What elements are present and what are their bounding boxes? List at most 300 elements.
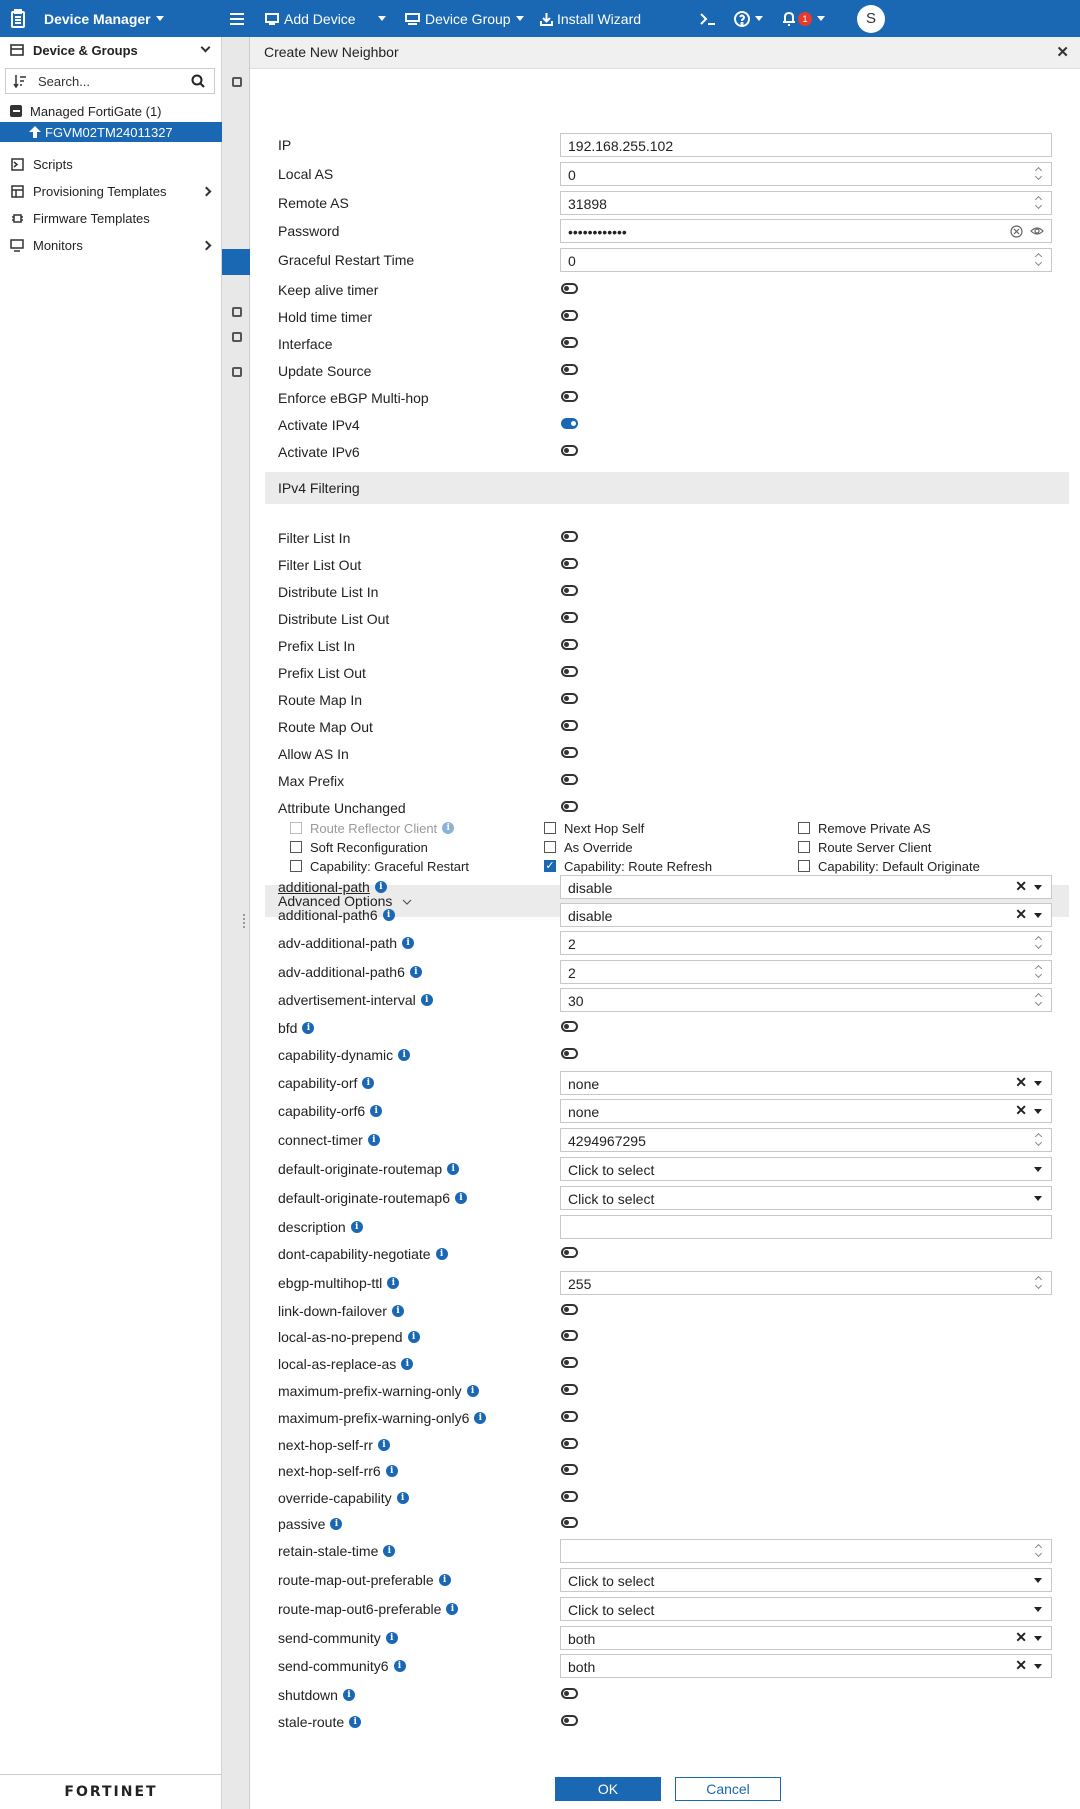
add-device-button[interactable] [265, 0, 356, 37]
toggle-row-route-map-out [278, 715, 1048, 739]
field-label [278, 1516, 342, 1532]
toggle-row-activate-ipv4 [278, 413, 1048, 437]
toggle-label: Filter List In [278, 530, 351, 546]
fortinet-logo: FORTINET [0, 1774, 222, 1808]
capability-orf6-select[interactable] [560, 1099, 1052, 1123]
select-value: none [568, 1076, 600, 1092]
toggle-label: Attribute Unchanged [278, 800, 406, 816]
collapse-icon[interactable] [10, 105, 22, 117]
field-label [278, 907, 395, 923]
field-label-text: route-map-out-preferable [278, 1572, 434, 1588]
next-hop-self-rr-toggle[interactable] [561, 1438, 578, 1449]
hamburger-menu-icon[interactable] [230, 0, 244, 37]
advanced-field-local-as-replace-as [278, 1352, 1048, 1376]
field-label-text: additional-path [278, 879, 370, 895]
clear-icon[interactable]: ✕ [1015, 1074, 1027, 1090]
sidebar-item-monitors[interactable] [0, 232, 222, 258]
select-value: both [568, 1631, 596, 1647]
field-label [278, 1190, 467, 1206]
send-community-select[interactable] [560, 1626, 1052, 1650]
device-icon [265, 13, 279, 25]
send-community6-select[interactable] [560, 1654, 1052, 1678]
description-input[interactable] [560, 1215, 1052, 1239]
info-icon[interactable]: i [394, 1660, 406, 1672]
chevron-down-icon [378, 16, 386, 21]
select-value: Click to select [568, 1602, 655, 1618]
select-value: Click to select [568, 1573, 655, 1589]
checkbox-route-reflector-client [290, 819, 454, 837]
field-label [278, 1303, 404, 1319]
spinner-icon[interactable] [1034, 937, 1044, 949]
select-value: none [568, 1104, 600, 1120]
advanced-field-default-originate-routemap [278, 1157, 1048, 1181]
adv-additional-path-input[interactable] [560, 931, 1052, 955]
info-icon[interactable]: i [436, 1248, 448, 1260]
field-label-text: description [278, 1219, 346, 1235]
field-label-text: send-community6 [278, 1658, 389, 1674]
info-icon[interactable]: i [302, 1022, 314, 1034]
info-icon[interactable]: i [408, 1331, 420, 1343]
script-icon [10, 157, 24, 171]
info-icon: i [442, 822, 454, 834]
activate-ipv6-toggle[interactable] [561, 445, 578, 456]
checkbox-box[interactable]: ✓ [545, 860, 555, 872]
toggle-label: Allow AS In [278, 746, 349, 762]
sidebar-header-label: Device & Groups [33, 42, 138, 58]
field-label: IP [278, 137, 292, 153]
route-map-in-toggle[interactable] [561, 693, 578, 704]
info-icon[interactable]: i [362, 1077, 374, 1089]
connect-timer-input[interactable] [560, 1128, 1052, 1152]
link-down-failover-toggle[interactable] [561, 1304, 578, 1315]
hold-time-timer-toggle[interactable] [561, 310, 578, 321]
advanced-field-link-down-failover [278, 1299, 1048, 1323]
checkbox-label: Capability: Default Originate [818, 858, 980, 874]
arrow-up-icon [29, 126, 41, 138]
toggle-row-allow-as-in [278, 742, 1048, 766]
checkbox-box[interactable] [290, 841, 302, 853]
ip-input[interactable]: 192.168.255.102 [560, 133, 1052, 157]
checkbox-box[interactable] [544, 841, 556, 853]
clear-icon[interactable]: ✕ [1015, 878, 1027, 894]
passive-toggle[interactable] [561, 1517, 578, 1528]
field-local-as [278, 162, 1048, 186]
default-originate-routemap6-select[interactable] [560, 1186, 1052, 1210]
background-icon [232, 367, 242, 377]
help-icon [734, 11, 750, 27]
device-group-icon [405, 13, 420, 25]
info-icon[interactable]: i [386, 1465, 398, 1477]
toggle-label: Keep alive timer [278, 282, 379, 298]
device-group-button[interactable] [405, 0, 524, 37]
select-value: disable [568, 908, 613, 924]
activate-ipv4-toggle[interactable] [561, 418, 578, 429]
sort-icon[interactable] [13, 74, 27, 88]
graceful-restart-value: 0 [568, 253, 576, 269]
additional-path-select[interactable] [560, 875, 1052, 899]
sidebar-item-label: Firmware Templates [33, 210, 150, 226]
info-icon[interactable]: i [378, 1439, 390, 1451]
graceful-restart-time-input[interactable] [560, 248, 1052, 272]
dropdown-arrow-icon[interactable] [1034, 1167, 1042, 1172]
sidebar-search[interactable] [5, 68, 215, 94]
advanced-field-local-as-no-prepend [278, 1325, 1048, 1349]
field-label [278, 1490, 409, 1506]
advanced-field-bfd [278, 1016, 1048, 1040]
advanced-field-additional-path6 [278, 903, 1048, 927]
capability-orf-select[interactable] [560, 1071, 1052, 1095]
checkbox-label: Route Reflector Client [310, 820, 438, 836]
update-source-toggle[interactable] [561, 364, 578, 375]
filter-list-in-toggle[interactable] [561, 531, 578, 542]
toggle-row-filter-list-out [278, 553, 1048, 577]
field-label [278, 1630, 398, 1646]
chevron-down-icon [516, 16, 524, 21]
select-value: disable [568, 880, 613, 896]
dropdown-arrow-icon[interactable] [1034, 885, 1042, 890]
field-label-text: stale-route [278, 1714, 345, 1730]
info-icon[interactable]: i [446, 1603, 458, 1615]
route-map-out6-preferable-select[interactable] [560, 1597, 1052, 1621]
field-label-text: adv-additional-path6 [278, 964, 405, 980]
clipboard-icon[interactable] [10, 0, 26, 37]
enforce-ebgp-multi-hop-toggle[interactable] [561, 391, 578, 402]
toggle-label: Hold time timer [278, 309, 373, 325]
field-label [278, 1687, 355, 1703]
toggle-row-keep-alive-timer [278, 278, 1048, 302]
dropdown-arrow-icon[interactable] [1034, 1196, 1042, 1201]
field-label [278, 1132, 380, 1148]
adv-additional-path6-input[interactable] [560, 960, 1052, 984]
checkbox-box[interactable] [798, 860, 810, 872]
checkbox-soft-reconfiguration[interactable] [290, 838, 428, 856]
field-label-text: send-community [278, 1630, 381, 1646]
advanced-field-default-originate-routemap6 [278, 1186, 1048, 1210]
route-map-out-toggle[interactable] [561, 720, 578, 731]
notifications-button[interactable] [782, 0, 825, 37]
local-as-replace-as-toggle[interactable] [561, 1357, 578, 1368]
device-group-label: Device Group [425, 10, 511, 27]
field-label [278, 1601, 458, 1617]
toggle-row-max-prefix [278, 769, 1048, 793]
route-map-out-preferable-select[interactable] [560, 1568, 1052, 1592]
info-icon[interactable]: i [383, 1545, 395, 1557]
cli-console-icon[interactable] [700, 0, 716, 37]
field-label [278, 1658, 406, 1674]
dropdown-arrow-icon[interactable] [1034, 1636, 1042, 1641]
field-label [278, 879, 387, 895]
add-device-label: Add Device [284, 10, 356, 27]
field-label-text: maximum-prefix-warning-only6 [278, 1410, 470, 1426]
dropdown-arrow-icon[interactable] [1034, 913, 1042, 918]
user-avatar[interactable] [857, 0, 885, 37]
sidebar-item-scripts[interactable] [0, 151, 222, 177]
advanced-field-connect-timer [278, 1128, 1048, 1152]
info-icon[interactable]: i [401, 1358, 413, 1370]
checkbox-capability-default-originate[interactable] [798, 857, 980, 875]
advertisement-interval-input[interactable] [560, 988, 1052, 1012]
sidebar-item-firmware-templates[interactable] [0, 205, 222, 231]
checkbox-label: Remove Private AS [818, 820, 931, 836]
info-icon[interactable]: i [392, 1305, 404, 1317]
field-label [278, 1463, 398, 1479]
field-label-text: capability-orf [278, 1075, 358, 1091]
info-icon[interactable]: i [383, 909, 395, 921]
checkbox-label: As Override [564, 839, 633, 855]
advanced-field-route-map-out6-preferable [278, 1597, 1048, 1621]
field-label [278, 964, 422, 980]
chevron-down-icon [201, 43, 211, 53]
checkbox-label: Capability: Route Refresh [564, 858, 713, 874]
distribute-list-in-toggle[interactable] [561, 585, 578, 596]
dropdown-arrow-icon[interactable] [1034, 1081, 1042, 1086]
avatar-initial: S [857, 5, 885, 33]
field-label [278, 1356, 413, 1372]
override-capability-toggle[interactable] [561, 1491, 578, 1502]
next-hop-self-rr6-toggle[interactable] [561, 1464, 578, 1475]
input-value: 255 [568, 1276, 592, 1292]
install-wizard-label: Install Wizard [557, 10, 642, 27]
default-originate-routemap-select[interactable] [560, 1157, 1052, 1181]
checkbox-capability-graceful-restart[interactable] [290, 857, 469, 875]
field-label [278, 1075, 374, 1091]
resize-handle[interactable] [243, 914, 247, 928]
info-icon[interactable]: i [375, 881, 387, 893]
dialog-body[interactable] [250, 69, 1080, 1799]
tree-item-device[interactable] [0, 122, 222, 142]
field-label-text: next-hop-self-rr [278, 1437, 373, 1453]
remote-as-input[interactable] [560, 191, 1052, 215]
checkbox-box [290, 822, 302, 834]
info-icon[interactable]: i [402, 937, 414, 949]
local-as-value: 0 [568, 167, 576, 183]
toggle-row-route-map-in [278, 688, 1048, 712]
info-icon[interactable]: i [467, 1385, 479, 1397]
field-label-text: bfd [278, 1020, 298, 1036]
field-label-text: link-down-failover [278, 1303, 387, 1319]
checkbox-label: Capability: Graceful Restart [310, 858, 469, 874]
attribute-unchanged-toggle[interactable] [561, 801, 578, 812]
dropdown-arrow-icon[interactable] [1034, 1607, 1042, 1612]
bfd-toggle[interactable] [561, 1021, 578, 1032]
allow-as-in-toggle[interactable] [561, 747, 578, 758]
spinner-icon[interactable] [1034, 1545, 1044, 1557]
field-label-text: capability-dynamic [278, 1047, 394, 1063]
field-label [278, 1714, 361, 1730]
password-input[interactable] [560, 219, 1052, 243]
stale-route-toggle[interactable] [561, 1715, 578, 1726]
info-icon[interactable]: i [398, 1049, 410, 1061]
help-button[interactable] [734, 0, 763, 37]
filter-list-out-toggle[interactable] [561, 558, 578, 569]
checkbox-as-override[interactable] [544, 838, 633, 856]
distribute-list-out-toggle[interactable] [561, 612, 578, 623]
info-icon[interactable]: i [410, 966, 422, 978]
spinner-icon[interactable] [1034, 1134, 1044, 1146]
notification-badge: 1 [798, 12, 812, 26]
spinner-icon[interactable] [1034, 168, 1044, 180]
search-input[interactable]: Search... [38, 74, 91, 89]
tree-item-device-label: FGVM02TM24011327 [45, 124, 173, 140]
dont-capability-negotiate-toggle[interactable] [561, 1247, 578, 1258]
toggle-row-attribute-unchanged [278, 796, 1048, 820]
remote-as-value: 31898 [568, 196, 607, 212]
dropdown-arrow-icon[interactable] [1034, 1578, 1042, 1583]
checkbox-box[interactable] [798, 841, 810, 853]
checkbox-label: Route Server Client [818, 839, 932, 855]
checkbox-route-server-client[interactable] [798, 838, 931, 856]
install-wizard-button[interactable] [540, 0, 641, 37]
field-label-text: local-as-no-prepend [278, 1329, 403, 1345]
add-device-dropdown[interactable] [373, 0, 386, 37]
advanced-field-description [278, 1215, 1048, 1239]
cancel-button[interactable]: Cancel [675, 1777, 781, 1801]
advanced-field-route-map-out-preferable [278, 1568, 1048, 1592]
field-label [278, 1020, 314, 1036]
info-icon[interactable]: i [343, 1689, 355, 1701]
checkbox-remove-private-as[interactable] [798, 819, 931, 837]
advanced-field-dont-capability-negotiate [278, 1242, 1048, 1266]
additional-path6-select[interactable] [560, 903, 1052, 927]
toggle-label: Activate IPv4 [278, 417, 360, 433]
field-label-text: ebgp-multihop-ttl [278, 1275, 383, 1291]
sidebar [0, 37, 222, 1809]
info-icon[interactable]: i [474, 1412, 486, 1424]
advanced-field-adv-additional-path [278, 931, 1048, 955]
background-icon [232, 307, 242, 317]
clear-icon[interactable]: ✕ [1015, 1629, 1027, 1645]
chevron-down-icon [156, 16, 164, 21]
toggle-label: Enforce eBGP Multi-hop [278, 390, 429, 406]
search-icon[interactable] [191, 74, 205, 88]
info-icon[interactable]: i [447, 1163, 459, 1175]
info-icon[interactable]: i [421, 994, 433, 1006]
checkbox-box[interactable] [798, 822, 810, 834]
maximum-prefix-warning-only6-toggle[interactable] [561, 1411, 578, 1422]
spinner-icon[interactable] [1034, 966, 1044, 978]
template-icon [10, 184, 24, 198]
ipv4-filtering-section [265, 472, 1069, 504]
info-icon[interactable]: i [397, 1492, 409, 1504]
clear-icon[interactable]: ✕ [1015, 906, 1027, 922]
keep-alive-timer-toggle[interactable] [561, 283, 578, 294]
chevron-down-icon [755, 16, 763, 21]
field-label [278, 992, 433, 1008]
toggle-label: Interface [278, 336, 333, 352]
maximum-prefix-warning-only-toggle[interactable] [561, 1384, 578, 1395]
advanced-field-retain-stale-time [278, 1539, 1048, 1563]
advanced-field-capability-orf6 [278, 1099, 1048, 1123]
info-icon[interactable]: i [330, 1518, 342, 1530]
sidebar-item-label: Monitors [33, 237, 83, 253]
info-icon[interactable]: i [351, 1221, 363, 1233]
ok-button[interactable]: OK [555, 1777, 661, 1801]
info-icon[interactable]: i [455, 1192, 467, 1204]
checkbox-box[interactable] [290, 860, 302, 872]
spinner-icon[interactable] [1034, 1277, 1044, 1289]
close-icon[interactable]: ✕ [1056, 44, 1069, 61]
app-title: Device Manager [44, 10, 151, 27]
sidebar-item-provisioning-templates[interactable] [0, 178, 222, 204]
toggle-row-filter-list-in [278, 526, 1048, 550]
field-label: Password [278, 223, 340, 239]
toggle-label: Distribute List Out [278, 611, 390, 627]
max-prefix-toggle[interactable] [561, 774, 578, 785]
toggle-label: Activate IPv6 [278, 444, 360, 460]
advanced-options-label: Advanced Options [278, 893, 393, 909]
field-label [278, 935, 414, 951]
field-label [278, 1161, 459, 1177]
spinner-icon[interactable] [1034, 254, 1044, 266]
advanced-field-stale-route [278, 1710, 1048, 1734]
checkbox-label: Next Hop Self [564, 820, 645, 836]
prefix-list-in-toggle[interactable] [561, 639, 578, 650]
info-icon[interactable]: i [370, 1105, 382, 1117]
password-value: •••••••••••• [568, 224, 627, 240]
input-value: 30 [568, 993, 584, 1009]
info-icon[interactable]: i [439, 1574, 451, 1586]
field-label-text: next-hop-self-rr6 [278, 1463, 381, 1479]
local-as-no-prepend-toggle[interactable] [561, 1330, 578, 1341]
field-label-text: local-as-replace-as [278, 1356, 397, 1372]
toggle-row-distribute-list-in [278, 580, 1048, 604]
clear-icon[interactable]: ✕ [1015, 1102, 1027, 1118]
section-title: IPv4 Filtering [278, 480, 360, 496]
toggle-label: Route Map Out [278, 719, 373, 735]
background-icon [232, 332, 242, 342]
shutdown-toggle[interactable] [561, 1688, 578, 1699]
local-as-input[interactable] [560, 162, 1052, 186]
advanced-field-maximum-prefix-warning-only [278, 1379, 1048, 1403]
app-menu-button[interactable] [44, 0, 164, 37]
firmware-icon [10, 211, 24, 225]
capability-dynamic-toggle[interactable] [561, 1048, 578, 1059]
field-label [278, 1103, 382, 1119]
spinner-icon[interactable] [1034, 994, 1044, 1006]
dropdown-arrow-icon[interactable] [1034, 1109, 1042, 1114]
checkbox-box[interactable] [544, 822, 556, 834]
retain-stale-time-input[interactable] [560, 1539, 1052, 1563]
advanced-field-next-hop-self-rr [278, 1433, 1048, 1457]
toggle-row-activate-ipv6 [278, 440, 1048, 464]
info-icon[interactable]: i [386, 1632, 398, 1644]
clear-circle-icon[interactable] [1010, 225, 1023, 238]
field-label-text: passive [278, 1516, 326, 1532]
prefix-list-out-toggle[interactable] [561, 666, 578, 677]
spinner-icon[interactable] [1034, 197, 1044, 209]
clear-icon[interactable]: ✕ [1015, 1657, 1027, 1673]
interface-toggle[interactable] [561, 337, 578, 348]
bell-icon [782, 11, 796, 27]
field-label-text: shutdown [278, 1687, 338, 1703]
checkbox-next-hop-self[interactable] [544, 819, 644, 837]
field-label-text: override-capability [278, 1490, 392, 1506]
tree-managed-fortigate[interactable] [0, 101, 222, 121]
ebgp-multihop-ttl-input[interactable] [560, 1271, 1052, 1295]
sidebar-device-groups-header[interactable] [0, 37, 222, 63]
top-navigation-bar [0, 0, 1080, 37]
toggle-label: Distribute List In [278, 584, 379, 600]
checkbox-capability-route-refresh[interactable] [544, 857, 712, 875]
eye-icon[interactable] [1030, 226, 1044, 236]
info-icon[interactable]: i [349, 1716, 361, 1728]
dropdown-arrow-icon[interactable] [1034, 1664, 1042, 1669]
info-icon[interactable]: i [368, 1134, 380, 1146]
input-value: 2 [568, 936, 576, 952]
info-icon[interactable]: i [387, 1277, 399, 1289]
field-label-text: connect-timer [278, 1132, 363, 1148]
toggle-label: Prefix List Out [278, 665, 366, 681]
